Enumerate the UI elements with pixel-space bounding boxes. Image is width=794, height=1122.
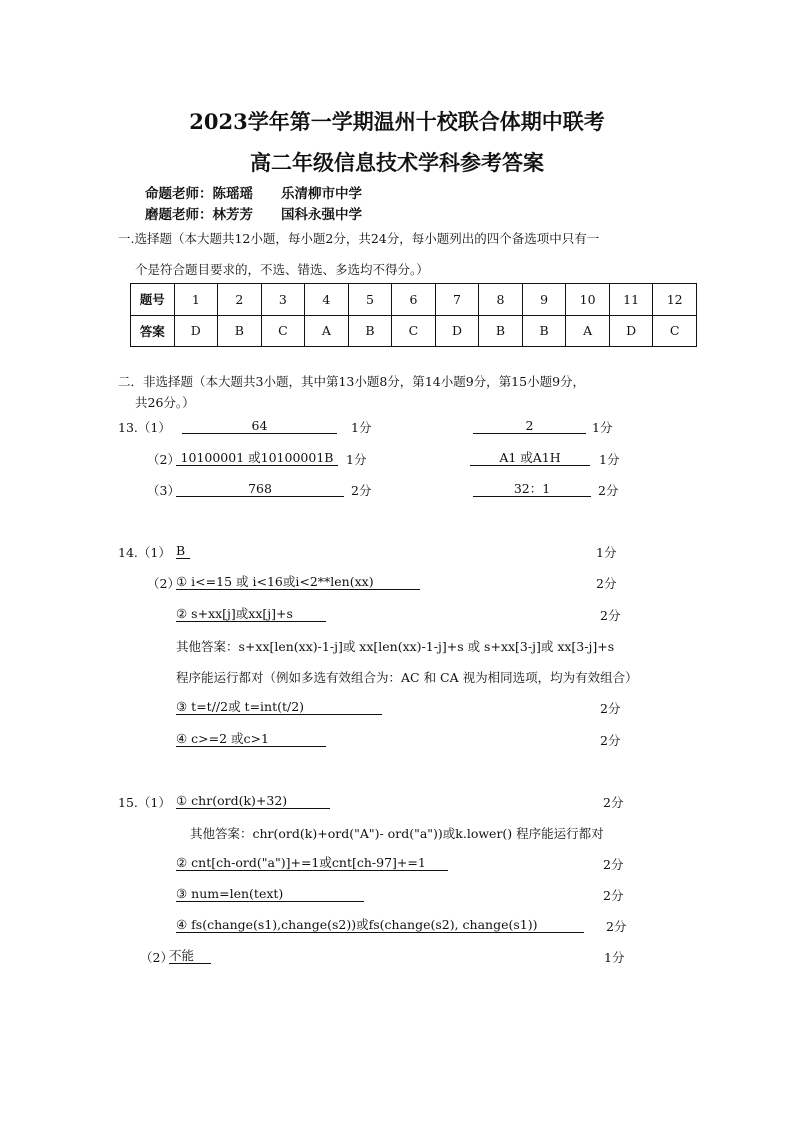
q15-other-answers: 其他答案：chr(ord(k)+ord("A")- ord("a"))或k.lower() 程序能运行都对 (190, 826, 604, 841)
answer-text: 2 (473, 418, 586, 434)
table-header-label: 题号 (131, 284, 175, 316)
answer-text: ④ fs(change(s1),change(s2))或fs(change(s2), change(s1)) (176, 917, 584, 933)
section2-instructions-line2: 共26分。） (135, 395, 195, 410)
q14-note: 程序能运行都对（例如多选有效组合为：AC 和 CA 视为相同选项，均为有效组合） (176, 670, 638, 685)
q14-blank4-answer (176, 731, 326, 747)
table-cell-answer: C (392, 315, 436, 347)
table-cell-number: 5 (348, 284, 392, 316)
answer-text: ② s+xx[j]或xx[j]+s (176, 606, 326, 622)
table-row-answers (131, 315, 697, 347)
q15-blank2-score: 2分 (603, 857, 624, 872)
q13-part1-right-answer (473, 418, 586, 434)
q15-blank3-answer (176, 886, 364, 902)
answer-text: ③ t=t//2或 t=int(t/2) (176, 699, 382, 715)
q14-blank1-answer (176, 574, 420, 590)
q15-part1-label: 15.（1） (118, 795, 171, 810)
q13-part1-left-answer (182, 418, 337, 434)
q13-part2-left-score: 1分 (346, 452, 367, 467)
q14-part1-score: 1分 (596, 545, 617, 560)
table-cell-answer: D (609, 315, 653, 347)
q14-other-answers: 其他答案：s+xx[len(xx)-1-j]或 xx[len(xx)-1-j]+s 或 s+xx[3-j]或 xx[3-j]+s (176, 639, 615, 654)
answer-text: ② cnt[ch-ord("a")]+=1或cnt[ch-97]+=1 (176, 855, 448, 871)
table-cell-number: 6 (392, 284, 436, 316)
table-cell-answer: D (174, 315, 218, 347)
table-cell-answer: C (653, 315, 697, 347)
reviewer-name: 林芳芳 (212, 207, 253, 223)
reviewer-line (145, 203, 362, 223)
section1-instructions-line1: 一.选择题（本大题共12小题，每小题2分，共24分，每小题列出的四个备选项中只有一 (118, 231, 600, 246)
q15-blank1-answer (176, 793, 330, 809)
q13-part1-left-score: 1分 (351, 420, 372, 435)
answer-text: B (176, 543, 190, 559)
answer-text: 32：1 (473, 481, 591, 497)
q13-part2-right-score: 1分 (599, 452, 620, 467)
answer-text: 不能 (169, 948, 211, 964)
table-cell-number: 11 (609, 284, 653, 316)
q13-part3-right-score: 2分 (598, 483, 619, 498)
table-row-numbers (131, 284, 697, 316)
table-cell-answer: C (261, 315, 305, 347)
table-cell-answer: A (566, 315, 610, 347)
answer-text: ④ c>=2 或c>1 (176, 731, 326, 747)
setter-line (145, 182, 362, 202)
q13-part2-label: （2） (147, 452, 180, 467)
answer-table (130, 283, 697, 347)
answer-text: ① chr(ord(k)+32) (176, 793, 330, 809)
q14-part1-label: 14.（1） (118, 545, 171, 560)
q13-part3-left-score: 2分 (351, 483, 372, 498)
answer-text: 10100001 或10100001B (176, 450, 338, 466)
q15-blank3-score: 2分 (603, 888, 624, 903)
q14-part1-answer (176, 543, 190, 559)
setter-school: 乐清柳市中学 (281, 186, 362, 202)
q14-blank3-answer (176, 699, 382, 715)
q14-blank3-score: 2分 (600, 701, 621, 716)
answer-text: 64 (182, 418, 337, 434)
table-cell-number: 10 (566, 284, 610, 316)
table-cell-number: 1 (174, 284, 218, 316)
table-cell-answer: A (305, 315, 349, 347)
page-subtitle: 高二年级信息技术学科参考答案 (250, 150, 544, 175)
q13-part2-left-answer (176, 450, 338, 466)
q13-part1-right-score: 1分 (592, 420, 613, 435)
q15-blank2-answer (176, 855, 448, 871)
table-cell-answer: D (435, 315, 479, 347)
q15-blank1-score: 2分 (603, 795, 624, 810)
q14-blank1-score: 2分 (596, 576, 617, 591)
q13-part3-label: （3） (147, 483, 180, 498)
table-cell-answer: B (522, 315, 566, 347)
q14-blank2-answer (176, 606, 326, 622)
table-cell-number: 8 (479, 284, 523, 316)
q14-blank4-score: 2分 (600, 733, 621, 748)
answer-text: ① i<=15 或 i<16或i<2**len(xx) (176, 574, 420, 590)
table-cell-answer: B (479, 315, 523, 347)
table-cell-number: 7 (435, 284, 479, 316)
q15-blank4-score: 2分 (606, 919, 627, 934)
table-cell-answer: B (218, 315, 262, 347)
section2-instructions-line1: 二．非选择题（本大题共3小题，其中第13小题8分，第14小题9分，第15小题9分， (118, 374, 586, 389)
q15-part2-answer (169, 948, 211, 964)
q15-blank4-answer (176, 917, 584, 933)
answer-text: 768 (176, 481, 344, 497)
q13-part1-label: 13.（1） (118, 420, 171, 435)
q15-part2-label: （2） (140, 950, 173, 965)
q13-part3-left-answer (176, 481, 344, 497)
table-cell-number: 3 (261, 284, 305, 316)
reviewer-label: 磨题老师： (145, 207, 213, 223)
q14-blank2-score: 2分 (600, 608, 621, 623)
table-cell-number: 2 (218, 284, 262, 316)
answer-text: ③ num=len(text) (176, 886, 364, 902)
q13-part3-right-answer (473, 481, 591, 497)
q15-part2-score: 1分 (604, 950, 625, 965)
section1-instructions-line2: 个是符合题目要求的，不选、错选、多选均不得分。） (135, 262, 429, 277)
setter-name: 陈瑶瑶 (212, 186, 253, 202)
table-cell-number: 12 (653, 284, 697, 316)
reviewer-school: 国科永强中学 (281, 207, 362, 223)
q13-part2-right-answer (470, 450, 590, 466)
answer-text: A1 或A1H (470, 450, 590, 466)
setter-label: 命题老师： (145, 186, 213, 202)
page-title: 2023学年第一学期温州十校联合体期中联考 (189, 109, 605, 134)
table-cell-number: 4 (305, 284, 349, 316)
table-cell-answer: B (348, 315, 392, 347)
q14-part2-label: （2） (147, 576, 180, 591)
table-cell-number: 9 (522, 284, 566, 316)
table-answer-label: 答案 (131, 315, 175, 347)
